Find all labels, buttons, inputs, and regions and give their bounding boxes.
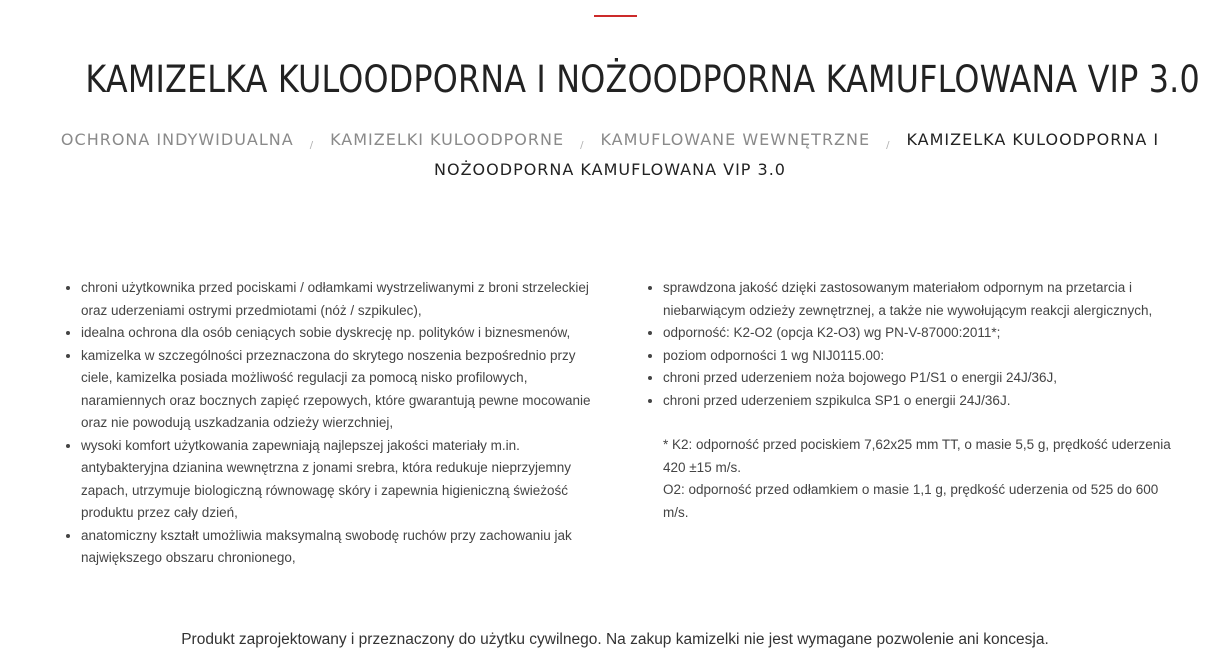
list-item: • poziom odporności 1 wg NIJ0115.00: (663, 345, 1184, 368)
list-item: • kamizelka w szczególności przeznaczona do skrytego noszenia bezpośrednio przy ciele, kamizelka posiada możliwość regulacji za pomocą nisko profilowych, naramiennych oraz bocznych zapięć rzepowych, które gwarantują pewne mocowanie oraz nie powodują uszkadzania odzieży wierzchniej, (81, 345, 602, 435)
features-list-left (62, 277, 602, 570)
note-o2: O2: odporność przed odłamkiem o masie 1,1 g, prędkość uderzenia od 525 do 600 m/s. (663, 482, 1159, 520)
features-right-column (644, 277, 1184, 524)
list-item: • sprawdzona jakość dzięki zastosowanym materiałom odpornym na przetarcia i niebarwiącym odzieży zewnętrznej, a także nie wywołującym reakcji alergicznych, (663, 277, 1184, 322)
features-left-column (62, 277, 602, 570)
list-item: • chroni przed uderzeniem noża bojowego P1/S1 o energii 24J/36J, (663, 367, 1184, 390)
breadcrumb (40, 128, 1180, 182)
breadcrumb-separator: / (580, 140, 585, 151)
list-item: • idealna ochrona dla osób ceniących sobie dyskrecję np. polityków i biznesmenów, (81, 322, 602, 345)
breadcrumb-link-kamuflowane-wewnetrzne[interactable]: KAMUFLOWANE WEWNĘTRZNE (600, 130, 871, 149)
breadcrumb-separator: / (886, 140, 891, 151)
list-item: • wysoki komfort użytkowania zapewniają najlepszej jakości materiały m.in. antybakteryjna dzianina wewnętrzna z jonami srebra, która redukuje nieprzyjemny zapach, utrzymuje biologiczną równowagę skóry i zapewnia higieniczną świeżość produktu przez cały dzień, (81, 435, 602, 525)
breadcrumb-link-ochrona-indywidualna[interactable]: OCHRONA INDYWIDUALNA (60, 130, 294, 149)
breadcrumb-current-page: KAMIZELKA KULOODPORNA I NOŻOODPORNA KAMUFLOWANA VIP 3.0 (434, 130, 1160, 179)
page-title: KAMIZELKA KULOODPORNA I NOŻOODPORNA KAMUFLOWANA VIP 3.0 (85, 58, 1200, 101)
breadcrumb-separator: / (309, 140, 315, 151)
list-item: • odporność: K2-O2 (opcja K2-O3) wg PN-V-87000:2011*; (663, 322, 1184, 345)
features-list-right (644, 277, 1184, 412)
title-accent-line (594, 15, 637, 17)
list-item: • chroni użytkownika przed pociskami / odłamkami wystrzeliwanymi z broni strzeleckiej oraz uderzeniami ostrymi przedmiotami (nóż / szpikulec), (81, 277, 602, 322)
resistance-notes (663, 434, 1184, 524)
list-item: • anatomiczny kształt umożliwia maksymalną swobodę ruchów przy zachowaniu jak największego obszaru chronionego, (81, 525, 602, 570)
civil-use-note: Produkt zaprojektowany i przeznaczony do użytku cywilnego. Na zakup kamizelki nie jest wymagane pozwolenie ani koncesja. (181, 630, 1049, 648)
list-item: • chroni przed uderzeniem szpikulca SP1 o energii 24J/36J. (663, 390, 1184, 413)
breadcrumb-link-kamizelki-kuloodporne[interactable]: KAMIZELKI KULOODPORNE (330, 130, 565, 149)
note-k2: * K2: odporność przed pociskiem 7,62x25 mm TT, o masie 5,5 g, prędkość uderzenia 420 ±15 m/s. (663, 437, 1171, 475)
